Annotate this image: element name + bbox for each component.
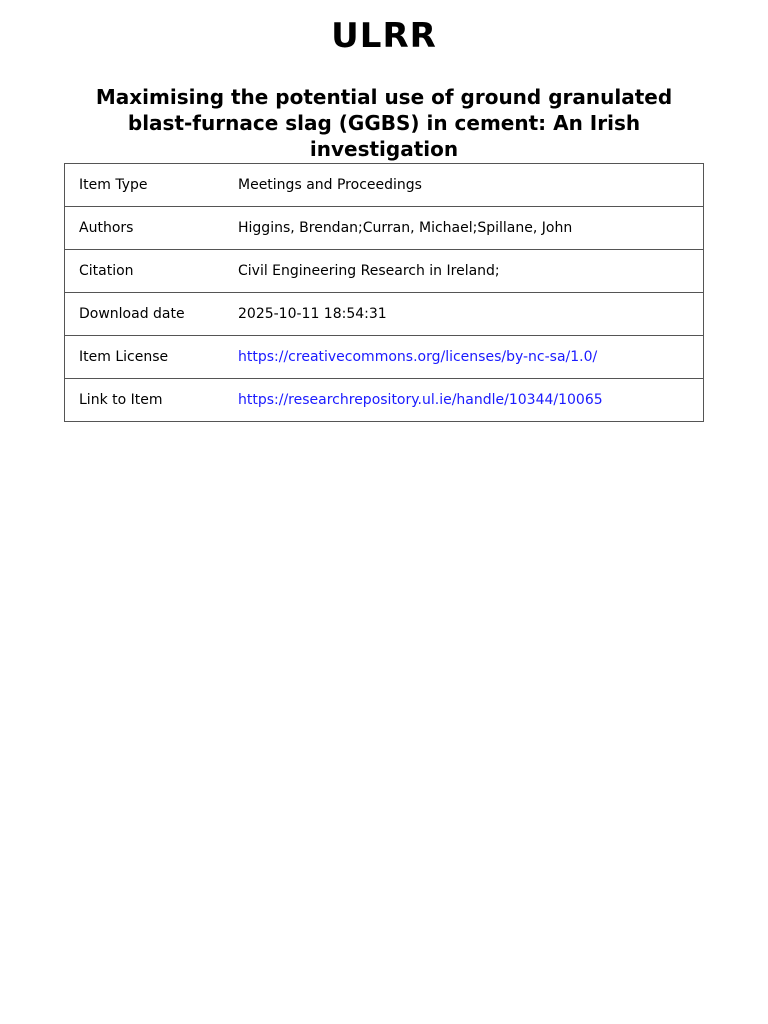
item-license-label: Item License — [65, 336, 225, 379]
table-row — [65, 336, 704, 379]
item-license-link[interactable]: https://creativecommons.org/licenses/by-nc-sa/1.0/ — [238, 349, 598, 365]
authors-value: Higgins, Brendan;Curran, Michael;Spillane, John — [224, 207, 704, 250]
table-row — [65, 164, 704, 207]
repository-name: ULRR — [331, 16, 437, 56]
item-type-label: Item Type — [65, 164, 225, 207]
document-title: Maximising the potential use of ground granulated blast-furnace slag (GGBS) in cement: An Irish investigation — [95, 85, 673, 161]
authors-label: Authors — [65, 207, 225, 250]
download-date-value: 2025-10-11 18:54:31 — [224, 293, 704, 336]
table-row — [65, 379, 704, 422]
citation-label: Citation — [65, 250, 225, 293]
download-date-label: Download date — [65, 293, 225, 336]
item-type-value: Meetings and Proceedings — [224, 164, 704, 207]
link-to-item-cell — [224, 379, 704, 422]
citation-value: Civil Engineering Research in Ireland; — [224, 250, 704, 293]
link-to-item-label: Link to Item — [65, 379, 225, 422]
metadata-table — [64, 163, 704, 422]
link-to-item-link[interactable]: https://researchrepository.ul.ie/handle/10344/10065 — [238, 392, 603, 408]
item-license-cell — [224, 336, 704, 379]
table-row — [65, 293, 704, 336]
table-row — [65, 207, 704, 250]
table-row — [65, 250, 704, 293]
